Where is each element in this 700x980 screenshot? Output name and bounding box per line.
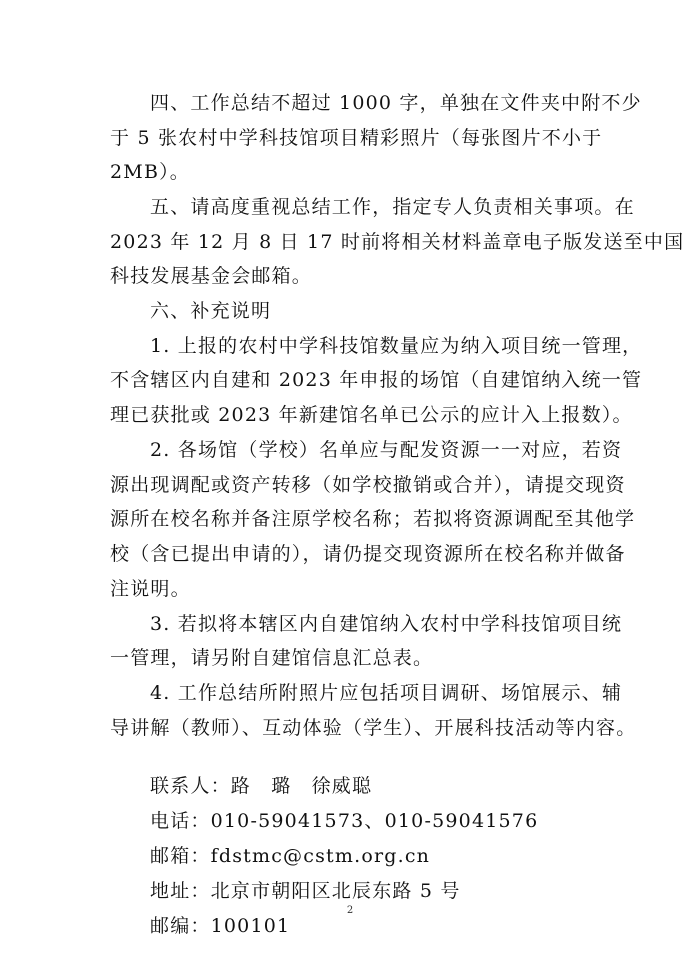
page-number: 2 — [346, 905, 354, 916]
item-4-line-1: 4. 工作总结所附照片应包括项目调研、场馆展示、辅 — [150, 682, 623, 704]
contact-phone: 电话：010-59041573、010-59041576 — [150, 810, 539, 832]
item-3-line-1: 3. 若拟将本辖区内自建馆纳入农村中学科技馆项目统 — [150, 613, 623, 635]
contact-email: 邮箱：fdstmc@cstm.org.cn — [150, 845, 431, 867]
item-1-line-3: 理已获批或 2023 年新建馆名单已公示的应计入上报数）。 — [110, 404, 633, 426]
paragraph-4-line-3: 2MB）。 — [110, 161, 191, 183]
item-2-line-1: 2. 各场馆（学校）名单应与配发资源一一对应，若资 — [150, 439, 623, 461]
item-1-line-2: 不含辖区内自建和 2023 年申报的场馆（自建馆纳入统一管 — [110, 369, 643, 391]
paragraph-4-line-1: 四、工作总结不超过 1000 字，单独在文件夹中附不少 — [150, 92, 642, 114]
paragraph-4-line-2: 于 5 张农村中学科技馆项目精彩照片（每张图片不小于 — [110, 127, 603, 149]
paragraph-5-line-2: 2023 年 12 月 8 日 17 时前将相关材料盖章电子版发送至中国 — [110, 231, 685, 253]
item-2-line-5: 注说明。 — [110, 578, 191, 600]
contact-postcode: 邮编：100101 — [150, 915, 291, 937]
contact-address: 地址：北京市朝阳区北辰东路 5 号 — [150, 880, 461, 902]
section-6-heading: 六、补充说明 — [150, 300, 272, 322]
paragraph-5-line-1: 五、请高度重视总结工作，指定专人负责相关事项。在 — [150, 196, 635, 218]
item-2-line-2: 源出现调配或资产转移（如学校撤销或合并），请提交现资 — [110, 474, 626, 496]
item-2-line-4: 校（含已提出申请的），请仍提交现资源所在校名称并做备 — [110, 543, 626, 565]
paragraph-5-line-3: 科技发展基金会邮箱。 — [110, 265, 313, 287]
item-3-line-2: 一管理，请另附自建馆信息汇总表。 — [110, 647, 434, 669]
item-4-line-2: 导讲解（教师）、互动体验（学生）、开展科技活动等内容。 — [110, 717, 637, 739]
contact-person: 联系人：路 璐 徐威聪 — [150, 775, 373, 797]
item-1-line-1: 1. 上报的农村中学科技馆数量应为纳入项目统一管理， — [150, 335, 643, 357]
item-2-line-3: 源所在校名称并备注原学校名称；若拟将资源调配至其他学 — [110, 508, 636, 530]
